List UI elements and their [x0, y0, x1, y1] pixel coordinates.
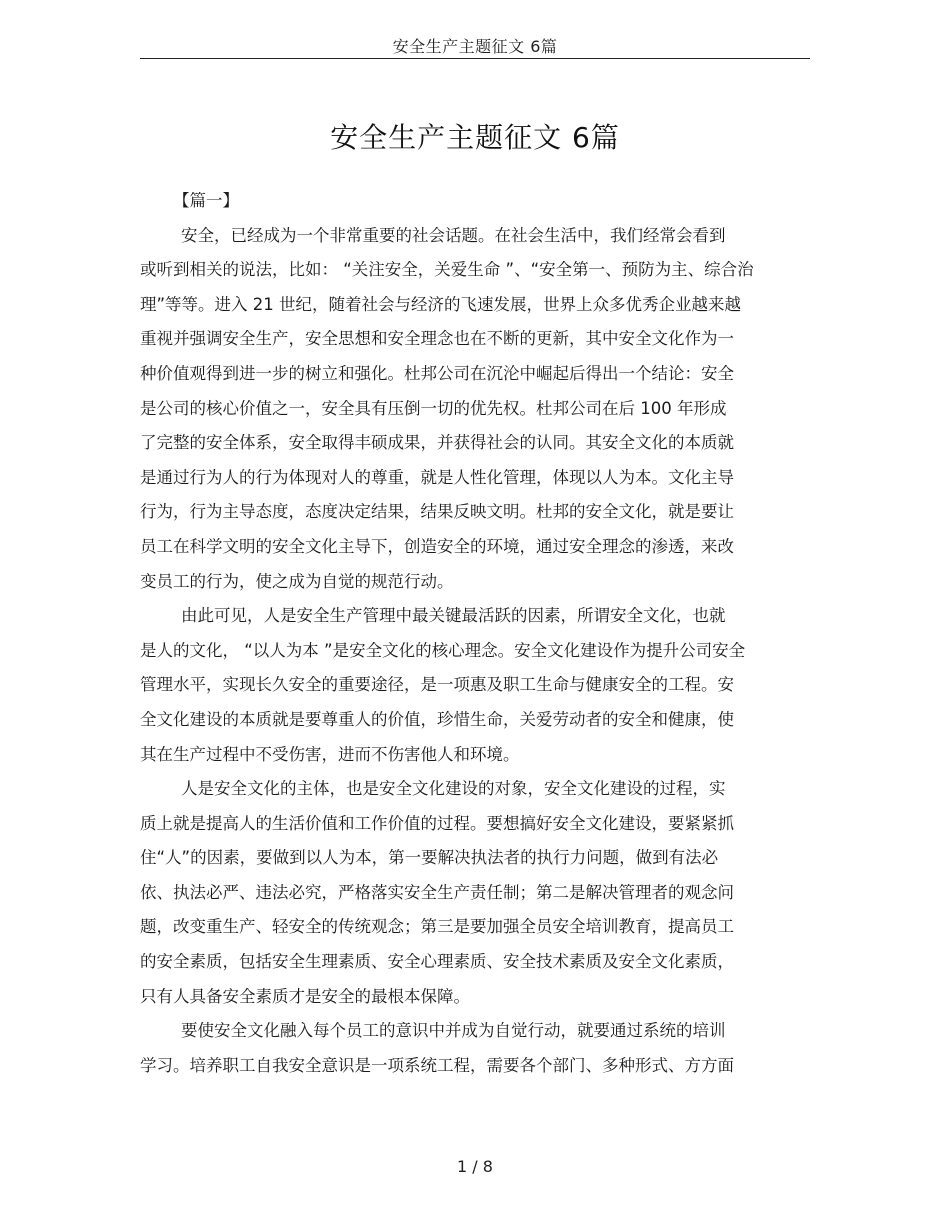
text-line: 是公司的核心价值之一，安全具有压倒一切的优先权。杜邦公司在后 100 年形成 — [140, 398, 727, 418]
text-line: 的安全素质，包括安全生理素质、安全心理素质、安全技术素质及安全文化素质， — [140, 952, 734, 972]
paragraph-2 — [140, 599, 810, 772]
text-line: 要使安全文化融入每个员工的意识中并成为自觉行动，就要通过系统的培训 — [181, 1021, 726, 1041]
text-line: 管理水平，实现长久安全的重要途径，是一项惠及职工生命与健康安全的工程。安 — [140, 675, 734, 695]
text-line: 安全，已经成为一个非常重要的社会话题。在社会生活中，我们经常会看到 — [181, 225, 726, 245]
text-line: 行为，行为主导态度，态度决定结果，结果反映文明。杜邦的安全文化，就是要让 — [140, 502, 734, 522]
text-line: 了完整的安全体系，安全取得丰硕成果，并获得社会的认同。其安全文化的本质就 — [140, 433, 734, 453]
paragraph-1 — [140, 219, 810, 600]
text-line: 全文化建设的本质就是要尊重人的价值，珍惜生命，关爱劳动者的安全和健康，使 — [140, 709, 734, 729]
header-divider — [140, 58, 810, 59]
text-line: 或听到相关的说法，比如： “关注安全，关爱生命 ”、“安全第一、预防为主、综合治 — [140, 260, 754, 280]
section-label: 【篇一】 — [173, 191, 239, 210]
text-line: 依、执法必严、违法必究，严格落实安全生产责任制；第二是解决管理者的观念问 — [140, 882, 734, 902]
document-title: 安全生产主题征文 6篇 — [330, 121, 620, 154]
text-line: 质上就是提高人的生活价值和工作价值的过程。要想搞好安全文化建设，要紧紧抓 — [140, 813, 734, 833]
document-body — [140, 184, 810, 1083]
text-line: 题，改变重生产、轻安全的传统观念；第三是要加强全员安全培训教育，提高员工 — [140, 917, 734, 937]
text-line: 理”等等。进入 21 世纪，随着社会与经济的飞速发展，世界上众多优秀企业越来越 — [140, 294, 742, 314]
text-line: 员工在科学文明的安全文化主导下，创造安全的环境，通过安全理念的渗透，来改 — [140, 536, 734, 556]
text-line: 是人的文化， “以人为本 ”是安全文化的核心理念。安全文化建设作为提升公司安全 — [140, 640, 746, 660]
text-line: 学习。培养职工自我安全意识是一项系统工程，需要各个部门、多种形式、方方面 — [140, 1055, 734, 1075]
text-line: 住“人”的因素，要做到以人为本，第一要解决执法者的执行力问题，做到有法必 — [140, 848, 719, 868]
text-line: 重视并强调安全生产，安全思想和安全理念也在不断的更新，其中安全文化作为一 — [140, 329, 734, 349]
paragraph-4 — [140, 1014, 810, 1083]
text-line: 种价值观得到进一步的树立和强化。杜邦公司在沉沦中崛起后得出一个结论：安全 — [140, 363, 734, 383]
text-line: 其在生产过程中不受伤害，进而不伤害他人和环境。 — [140, 744, 520, 764]
text-line: 由此可见，人是安全生产管理中最关键最活跃的因素，所谓安全文化，也就 — [181, 606, 726, 626]
page-indicator: 1 / 8 — [457, 1157, 493, 1176]
paragraph-3 — [140, 772, 810, 1014]
running-header: 安全生产主题征文 6篇 — [392, 37, 558, 56]
text-line: 是通过行为人的行为体现对人的尊重，就是人性化管理，体现以人为本。文化主导 — [140, 467, 734, 487]
text-line: 只有人具备安全素质才是安全的最根本保障。 — [140, 986, 470, 1006]
text-line: 人是安全文化的主体，也是安全文化建设的对象，安全文化建设的过程，实 — [181, 779, 726, 799]
text-line: 变员工的行为，使之成为自觉的规范行动。 — [140, 571, 454, 591]
